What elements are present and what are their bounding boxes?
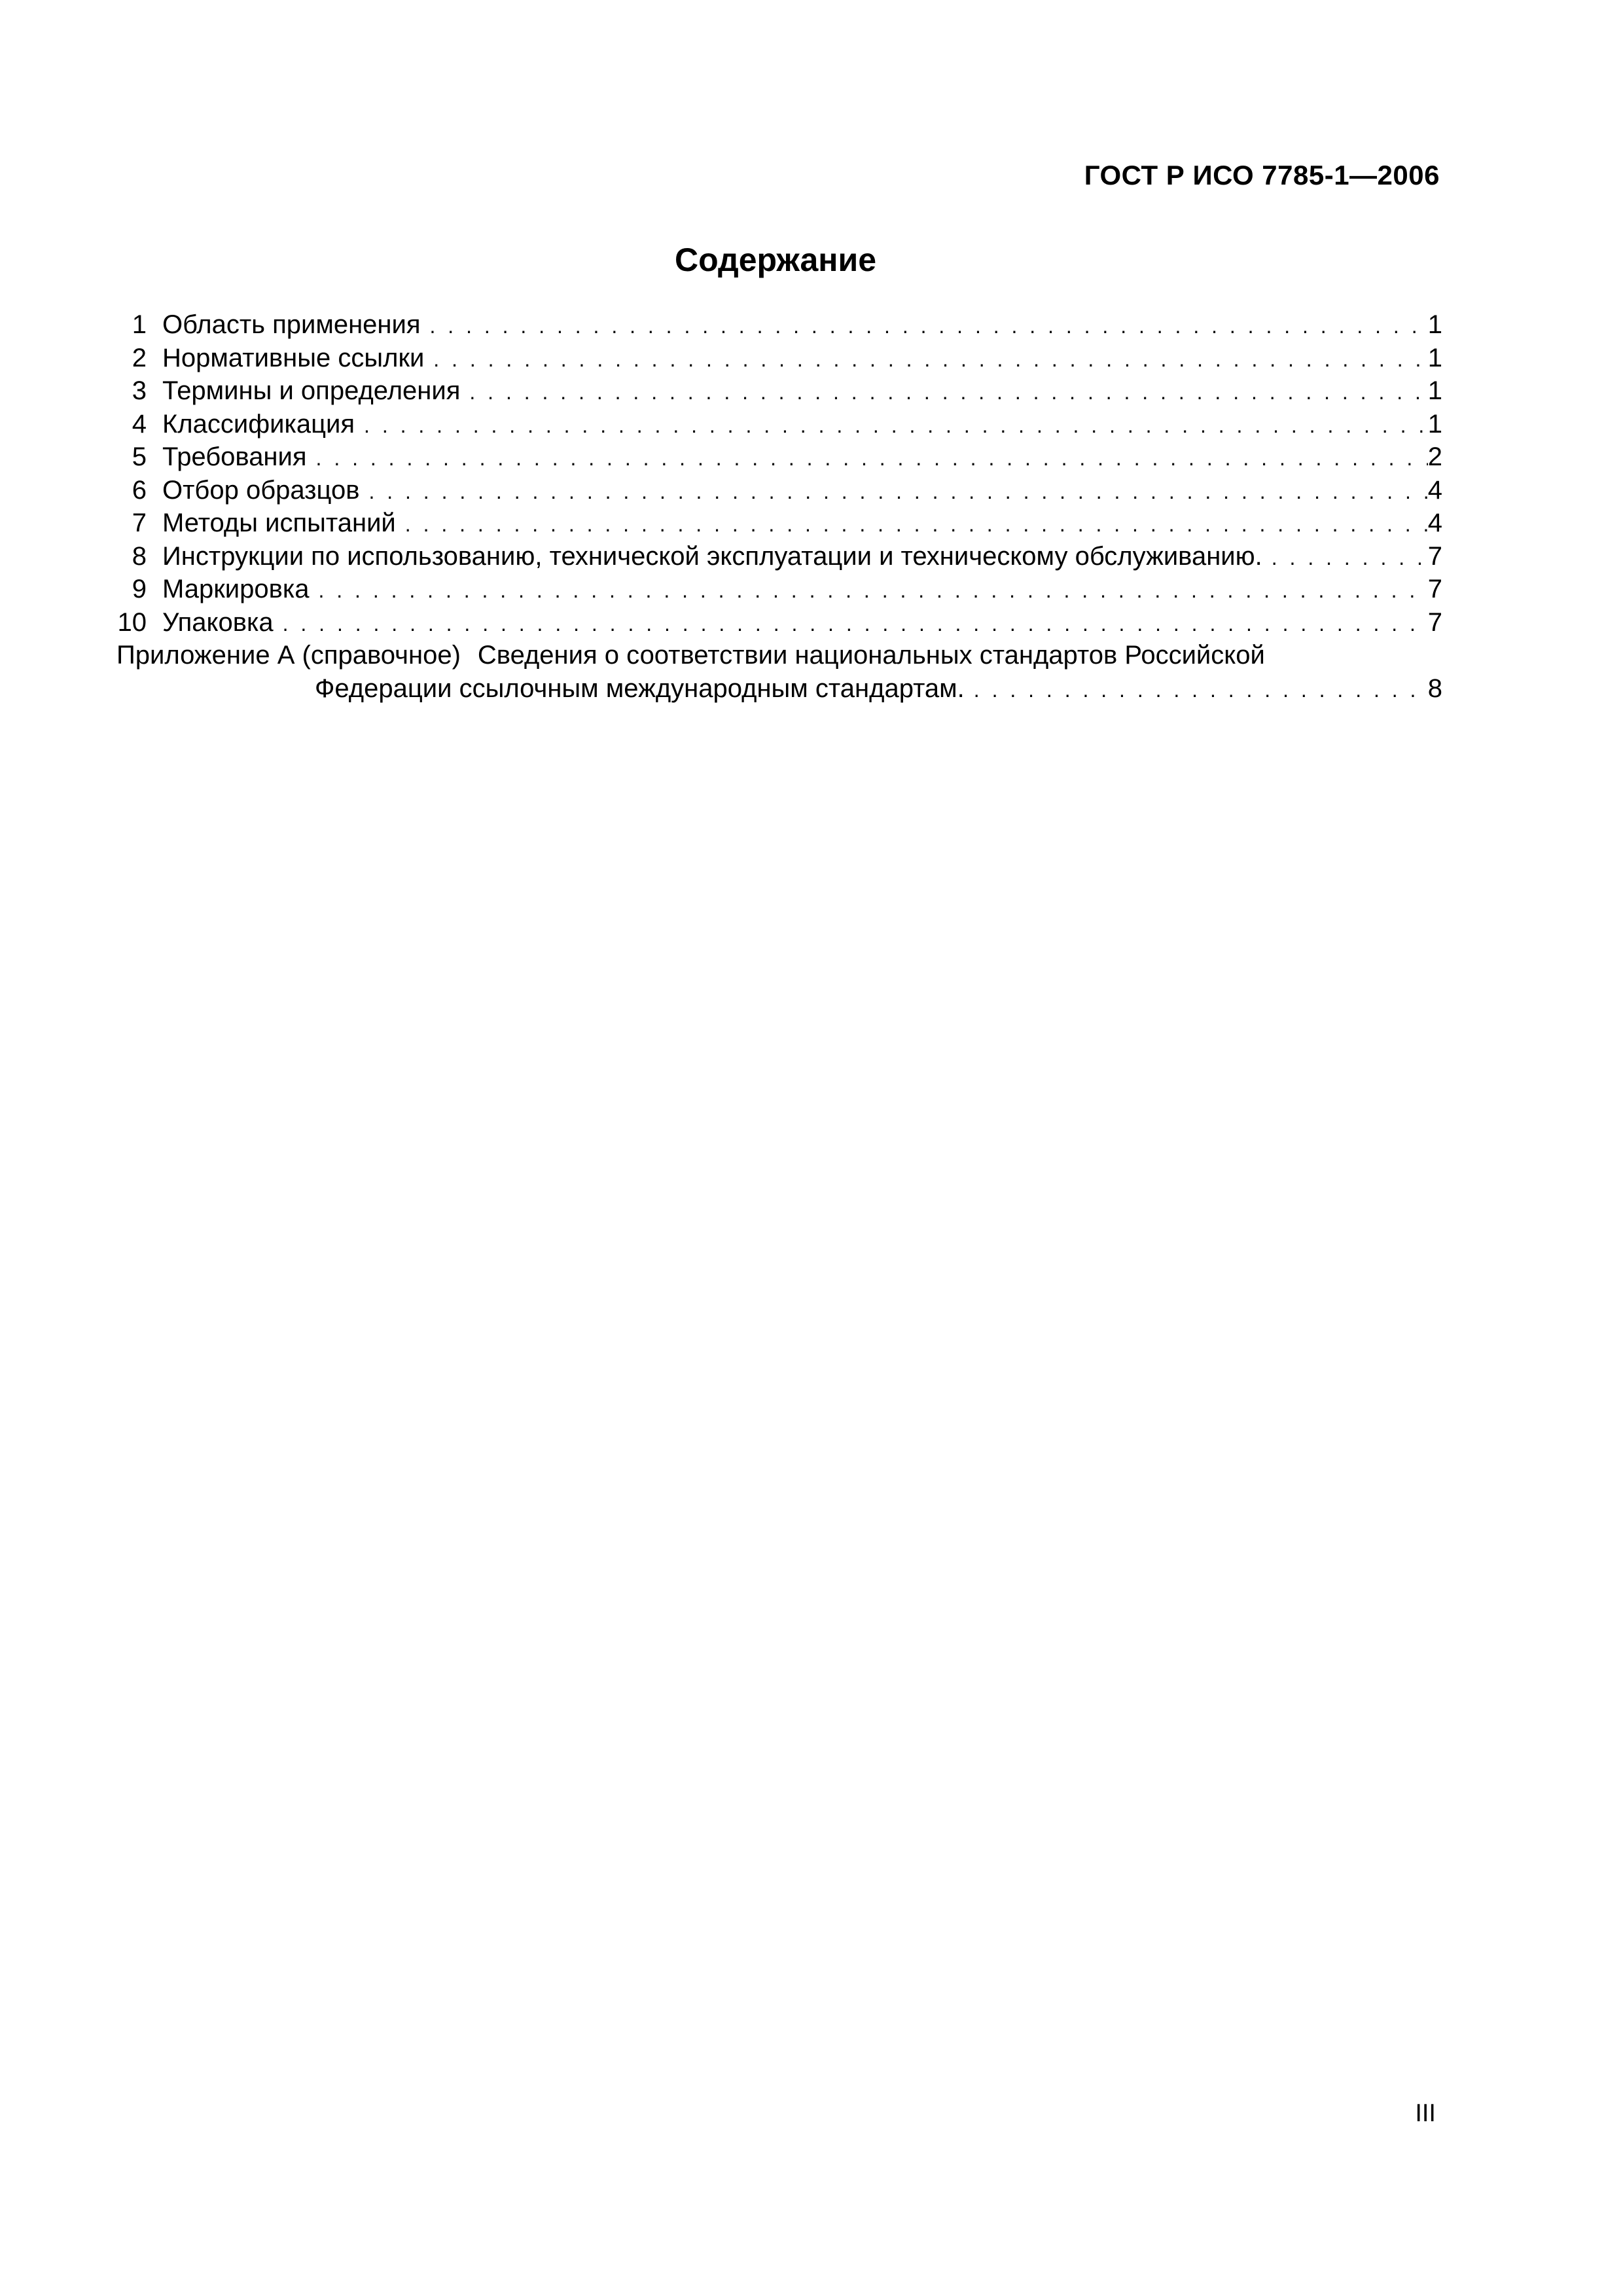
toc-entry-number: 8 — [132, 541, 147, 571]
toc-entry-title: Область применения — [162, 310, 421, 339]
toc-entry-number: 10 — [117, 607, 147, 637]
toc-entry-number: 1 — [132, 310, 147, 339]
toc-entry-title: Методы испытаний — [162, 509, 396, 537]
toc-entry-title: Термины и определения — [162, 376, 461, 405]
toc-entry[interactable] — [116, 509, 1442, 542]
toc-entry-page: 1 — [1427, 343, 1442, 372]
toc-entry-page: 4 — [1427, 509, 1442, 537]
toc-entry[interactable] — [116, 344, 1442, 377]
toc-entry-page: 7 — [1427, 575, 1442, 603]
toc-entry-page: 2 — [1427, 442, 1442, 471]
toc-entry-number: 5 — [132, 442, 147, 471]
toc-entry-number: 2 — [132, 343, 147, 372]
annex-page: 8 — [1427, 673, 1442, 703]
annex-label: Приложение А (справочное) — [116, 641, 461, 670]
table-of-contents — [116, 310, 1442, 707]
toc-annex-line-2 — [116, 674, 1442, 708]
toc-entry[interactable] — [116, 376, 1442, 410]
toc-entry-number: 6 — [132, 475, 147, 505]
toc-entry[interactable] — [116, 310, 1442, 344]
toc-annex-line-1 — [116, 641, 1442, 674]
toc-entry-page: 1 — [1427, 376, 1442, 405]
dot-leader — [307, 446, 1428, 471]
toc-entry-page: 7 — [1427, 541, 1442, 571]
toc-entry-page: 1 — [1427, 310, 1442, 339]
toc-entry-title: Классификация — [162, 409, 355, 439]
toc-entry-title: Инструкции по использованию, технической эксплуатации и техническому обслуживанию. — [162, 541, 1262, 571]
toc-entry[interactable] — [116, 476, 1442, 509]
dot-leader — [421, 314, 1428, 338]
dot-leader — [355, 414, 1428, 438]
dot-leader — [396, 512, 1428, 537]
toc-entry-number: 4 — [132, 409, 147, 439]
toc-entry-number: 7 — [132, 509, 147, 537]
annex-title-line-1: Сведения о соответствии национальных стандартов Российской — [477, 641, 1265, 670]
toc-entry-title: Упаковка — [162, 607, 274, 637]
toc-entry-number: 9 — [132, 575, 147, 603]
toc-entry-page: 7 — [1427, 607, 1442, 637]
toc-entry-title: Отбор образцов — [162, 475, 360, 505]
dot-leader — [274, 612, 1428, 636]
document-standard-id: ГОСТ Р ИСО 7785-1—2006 — [1084, 160, 1440, 190]
dot-leader — [309, 579, 1427, 603]
dot-leader — [1262, 546, 1428, 570]
toc-entry-page: 1 — [1427, 409, 1442, 439]
dot-leader — [359, 480, 1427, 504]
toc-entry[interactable] — [116, 542, 1442, 575]
page-number: III — [1415, 2100, 1436, 2127]
dot-leader — [965, 678, 1428, 702]
dot-leader — [424, 348, 1427, 372]
toc-entry[interactable] — [116, 575, 1442, 608]
toc-entry-title: Требования — [162, 442, 307, 471]
toc-entry-number: 3 — [132, 376, 147, 405]
toc-entry-title: Маркировка — [162, 575, 310, 603]
dot-leader — [460, 380, 1427, 404]
page-title: Содержание — [674, 242, 877, 278]
toc-entry-title: Нормативные ссылки — [162, 343, 425, 372]
toc-annex-entry[interactable] — [116, 641, 1442, 707]
toc-entry-page: 4 — [1427, 475, 1442, 505]
toc-entry[interactable] — [116, 608, 1442, 641]
toc-entry[interactable] — [116, 442, 1442, 476]
toc-entry[interactable] — [116, 410, 1442, 443]
annex-title-line-2: Федерации ссылочным международным стандартам. — [315, 673, 965, 703]
